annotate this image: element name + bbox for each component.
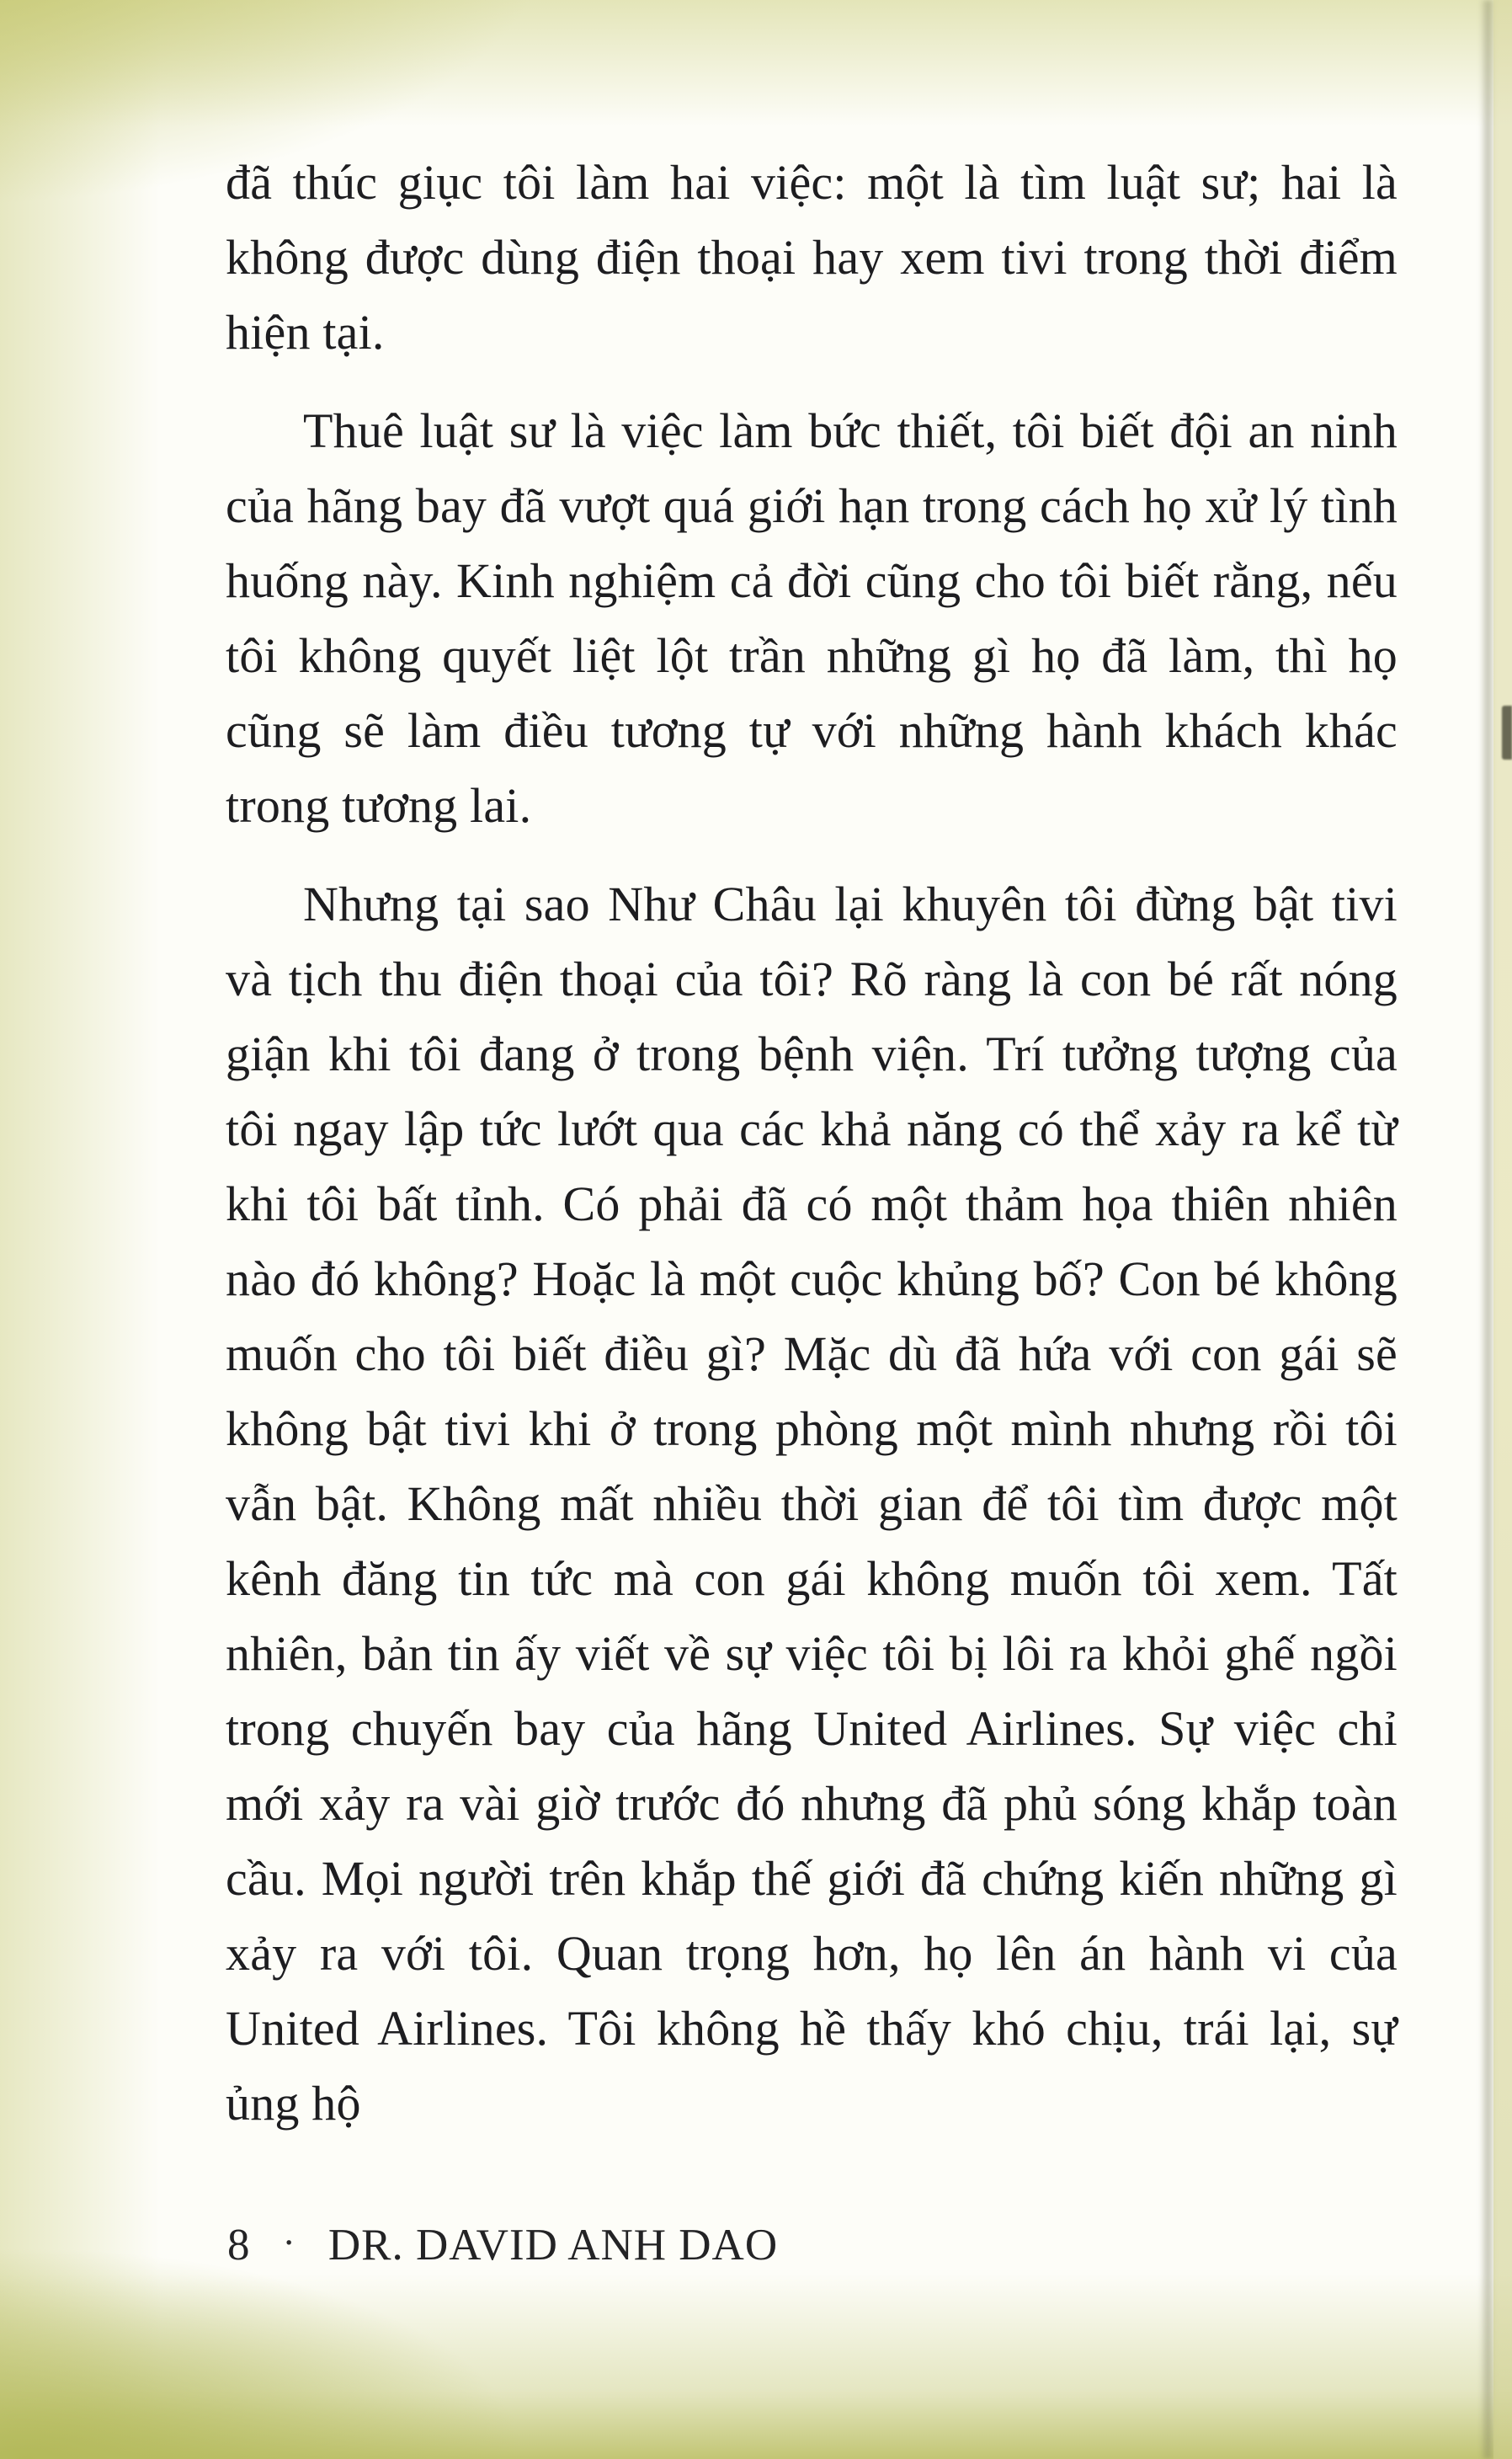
page-edge-shadow bbox=[1480, 0, 1493, 2459]
body-text bbox=[226, 145, 1398, 2164]
paragraph: Nhưng tại sao Như Châu lại khuyên tôi đừng bật tivi và tịch thu điện thoại của tôi? Rõ ràng là con bé rất nóng giận khi tôi đang ở trong bệnh viện. Trí tưởng tượng của tôi ngay lập tức lướt qua các khả năng có thể xảy ra kể từ khi tôi bất tỉnh. Có phải đã có một thảm họa thiên nhiên nào đó không? Hoặc là một cuộc khủng bố? Con bé không muốn cho tôi biết điều gì? Mặc dù đã hứa với con gái sẽ không bật tivi khi ở trong phòng một mình nhưng rồi tôi vẫn bật. Không mất nhiều thời gian để tôi tìm được một kênh đăng tin tức mà con gái không muốn tôi xem. Tất nhiên, bản tin ấy viết về sự việc tôi bị lôi ra khỏi ghế ngồi trong chuyến bay của hãng United Airlines. Sự việc chỉ mới xảy ra vài giờ trước đó nhưng đã phủ sóng khắp toàn cầu. Mọi người trên khắp thế giới đã chứng kiến những gì xảy ra với tôi. Quan trọng hơn, họ lên án hành vi của United Airlines. Tôi không hề thấy khó chịu, trái lại, sự ủng hộ bbox=[226, 877, 1398, 2131]
page-edge-strip bbox=[1493, 0, 1512, 2459]
page-footer bbox=[227, 2220, 778, 2270]
paragraph: Thuê luật sư là việc làm bức thiết, tôi biết đội an ninh của hãng bay đã vượt quá giới hạn trong cách họ xử lý tình huống này. Kinh nghiệm cả đời cũng cho tôi biết rằng, nếu tôi không quyết liệt lột trần những gì họ đã làm, thì họ cũng sẽ làm điều tương tự với những hành khách khác trong tương lai. bbox=[226, 403, 1398, 833]
page-number: 8 bbox=[227, 2221, 251, 2270]
paragraph-continuation: đã thúc giục tôi làm hai việc: một là tìm luật sư; hai là không được dùng điện thoại hay xem tivi trong thời điểm hiện tại. bbox=[226, 155, 1398, 360]
footer-separator: · bbox=[282, 2220, 296, 2264]
page-edge-mark bbox=[1502, 706, 1512, 760]
running-title: DR. DAVID ANH DAO bbox=[327, 2221, 779, 2270]
